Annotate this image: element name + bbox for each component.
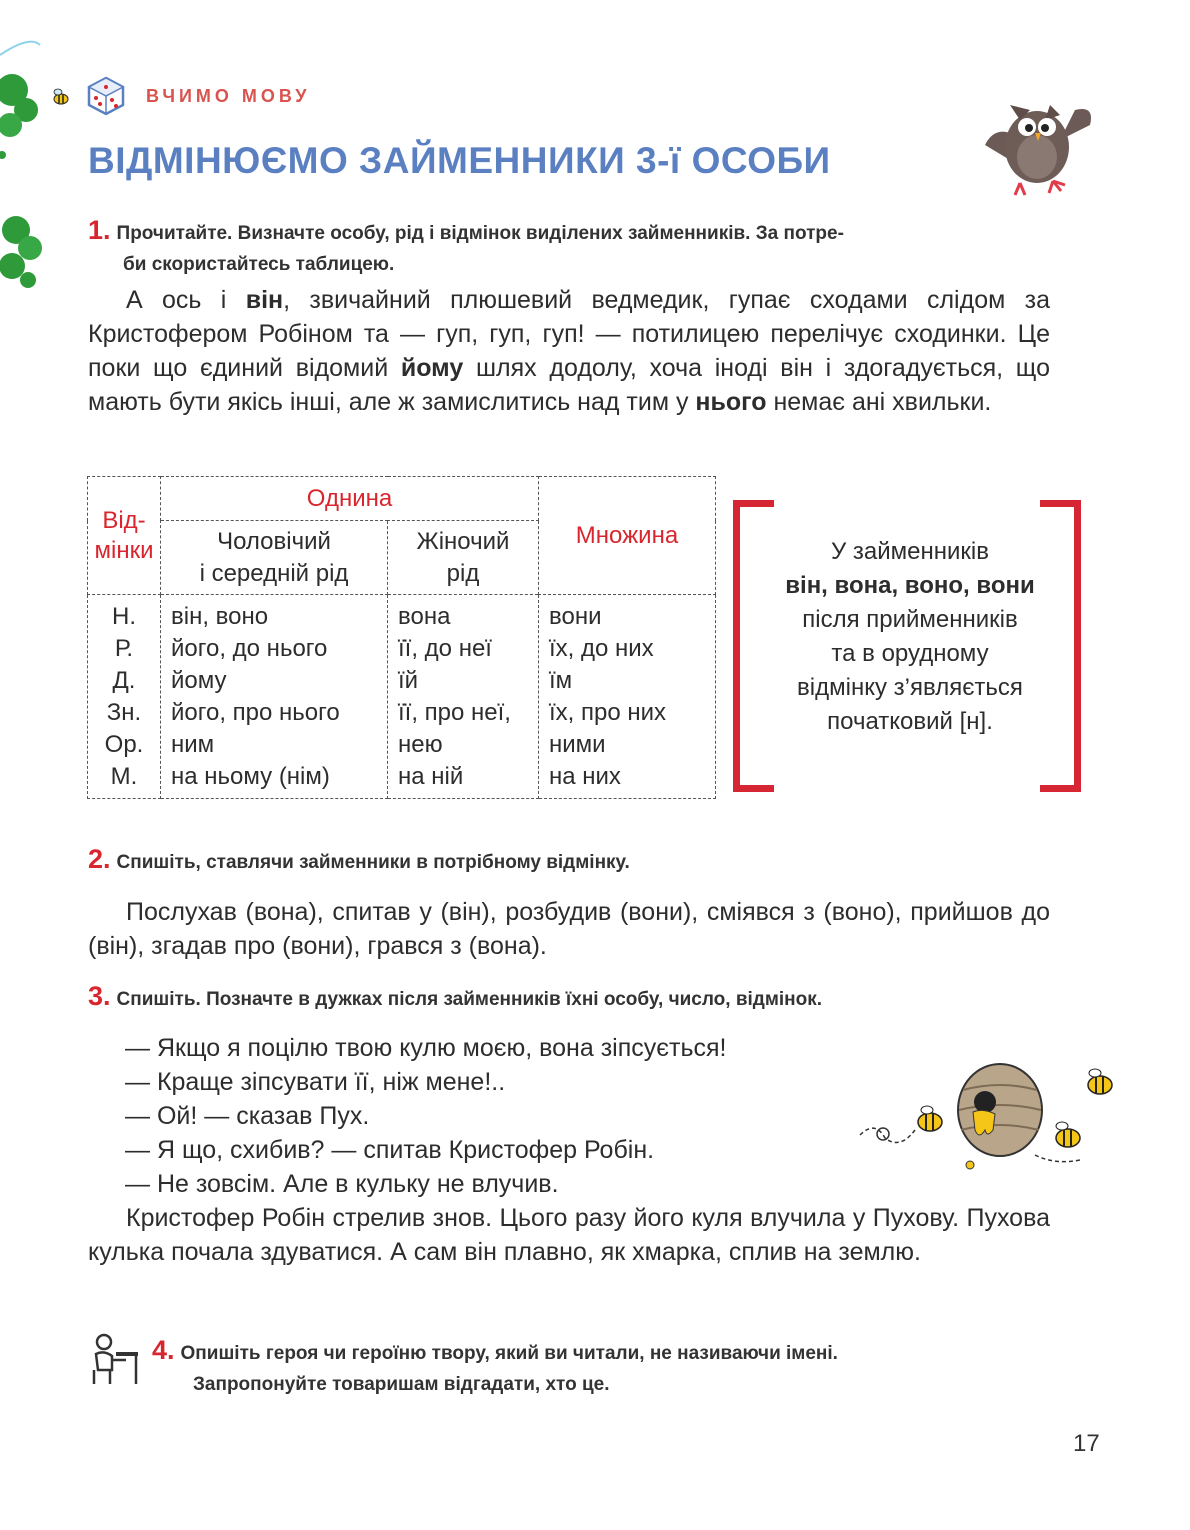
leaf-decoration-icon (0, 40, 80, 300)
table-header-text: Чоловічий (217, 527, 331, 555)
dialog-line: — Краще зіпсувати її, ніж мене!.. (125, 1068, 506, 1096)
note-line: початковий [н]. (827, 708, 993, 735)
declension-table (87, 476, 716, 799)
bee-icon (918, 1106, 942, 1131)
table-cell: їх, до них (549, 634, 654, 662)
table-cell: ними (549, 730, 606, 758)
table-cell: вона (398, 602, 451, 630)
task3-number: 3. (88, 981, 111, 1011)
table-header-singular: Однина (161, 477, 539, 521)
table-cell: його, до нього (171, 634, 328, 662)
task1-instruction-line2: би скористайтесь таблицею. (123, 254, 395, 275)
case-label: Д. (112, 666, 136, 694)
table-cases-column (88, 595, 161, 799)
owl-illustration (975, 85, 1100, 205)
table-cell: його, про нього (171, 698, 340, 726)
task2-instruction (88, 844, 630, 878)
table-header-text: рід (446, 559, 480, 587)
text-segment: шлях додолу, хоча іноді він і здогадується, що мають бути якісь інші, але ж замислитись над тим у (88, 354, 1050, 416)
table-header-text: Від- (102, 506, 146, 534)
table-header-text: Жіночий (416, 527, 510, 555)
table-feminine-column (388, 595, 539, 799)
task3-instruction-text: Спишіть. Позначте в дужках після займенників їхні особу, число, відмінок. (116, 989, 823, 1010)
highlighted-pronoun: нього (695, 388, 767, 416)
table-cell: йому (171, 666, 227, 694)
text-segment: А ось і (126, 286, 246, 314)
note-line: відмінку з’являється (797, 674, 1023, 701)
beehive-illustration (855, 1060, 1120, 1175)
table-cell: на них (549, 762, 621, 790)
page-title: ВІДМІНЮЄМО ЗАЙМЕННИКИ 3-ї ОСОБИ (88, 140, 831, 181)
task4-instruction (152, 1335, 1052, 1400)
note-line: У займенників (830, 538, 989, 565)
note-line-bold: він, вона, воно, вони (785, 572, 1035, 599)
dialog-line: — Не зовсім. Але в кульку не влучив. (125, 1170, 559, 1198)
table-header-plural: Множина (539, 477, 716, 595)
bee-icon (50, 88, 72, 106)
table-header-masculine (161, 521, 388, 595)
section-tag: ВЧИМО МОВУ (146, 86, 311, 106)
task1-instruction (88, 215, 1048, 280)
table-header-cases (88, 477, 161, 595)
task4-instruction-line2: Запропонуйте товаришам відгадати, хто це. (193, 1374, 610, 1395)
table-cell: він, воно (171, 602, 269, 630)
note-line: після прийменників (802, 606, 1018, 633)
table-cell: на ньому (нім) (171, 762, 330, 790)
table-masculine-column (161, 595, 388, 799)
highlighted-pronoun: йому (400, 354, 464, 382)
case-label: Р. (114, 634, 134, 662)
table-cell: на ній (398, 762, 464, 790)
highlighted-pronoun: він (245, 286, 284, 314)
table-cell: її, до неї (398, 634, 492, 662)
task2-number: 2. (88, 844, 111, 874)
text-segment: немає ані хвильки. (766, 388, 992, 416)
text-segment: , звичайний плюшевий ведмедик, гупає сходами слідом за Кристофером Робіном та — гуп, гуп, гуп! — потилицею перелічує сходинки. Це поки що єдиний відомий (88, 286, 1051, 382)
table-header-feminine (388, 521, 539, 595)
task2-instruction-text: Спишіть, ставлячи займенники в потрібному відмінку. (116, 852, 630, 873)
student-at-desk-icon (86, 1330, 142, 1386)
task1-instruction-line1: Прочитайте. Визначте особу, рід і відмінок виділених займенників. За потре- (116, 223, 844, 244)
page-number: 17 (1073, 1430, 1100, 1457)
table-cell: їм (549, 666, 573, 694)
task2-text: Послухав (вона), спитав у (він), розбудив (вони), сміявся з (воно), прийшов до (він), згадав про (вони), грався з (вона). (88, 898, 1050, 960)
bee-icon (1056, 1122, 1080, 1147)
case-label: Н. (112, 602, 136, 630)
task1-number: 1. (88, 215, 111, 245)
dialog-line: — Ой! — сказав Пух. (125, 1102, 370, 1130)
dialog-line: — Я що, схибив? — спитав Кристофер Робін. (125, 1136, 655, 1164)
table-cell: її, про неї, (398, 698, 511, 726)
dialog-line: — Якщо я поцілю твою кулю моєю, вона зіпсується! (125, 1034, 727, 1062)
case-label: Ор. (104, 730, 144, 758)
dice-icon (86, 76, 126, 116)
task4-instruction-line1: Опишіть героя чи героїню твору, який ви читали, не називаючи імені. (180, 1343, 838, 1364)
table-header-text: і середній рід (199, 559, 349, 587)
bee-icon (1088, 1069, 1112, 1094)
table-cell: вони (549, 602, 602, 630)
task4-number: 4. (152, 1335, 175, 1365)
note-line: та в орудному (831, 640, 989, 667)
task3-instruction (88, 981, 822, 1015)
case-label: Зн. (106, 698, 142, 726)
table-cell: їх, про них (549, 698, 667, 726)
rule-note (750, 535, 1070, 739)
table-plural-column (539, 595, 716, 799)
table-cell: ним (171, 730, 215, 758)
table-cell: їй (398, 666, 419, 694)
table-cell: нею (398, 730, 443, 758)
table-header-text: мінки (94, 536, 154, 564)
case-label: М. (110, 762, 138, 790)
task1-text (88, 283, 1050, 419)
task3-text: Кристофер Робін стрелив знов. Цього разу його куля влучила у Пухову. Пухова кулька почала здуватися. А сам він плавно, як хмарка, сплив на землю. (88, 1204, 1050, 1266)
